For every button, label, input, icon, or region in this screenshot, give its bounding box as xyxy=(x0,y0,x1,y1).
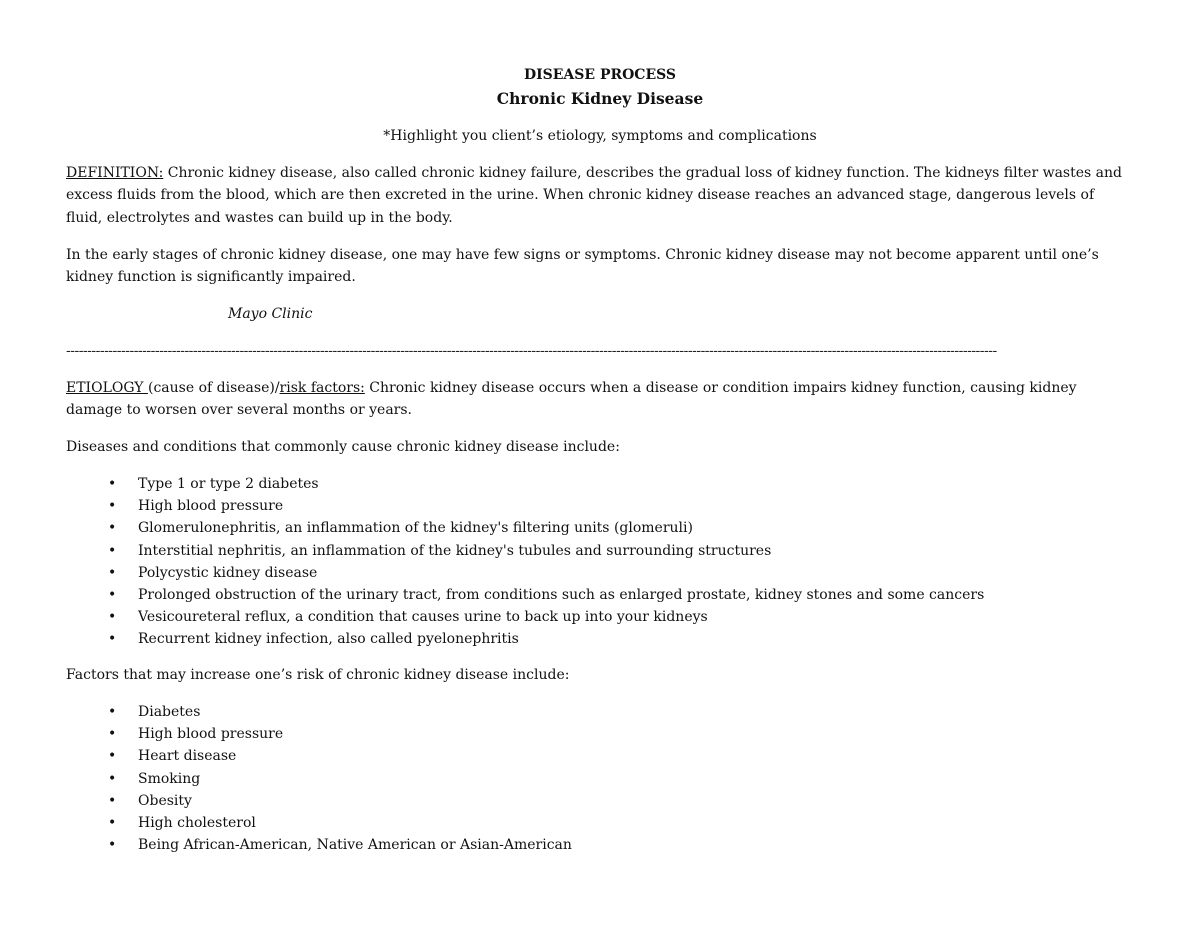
definition-paragraph xyxy=(66,162,1130,229)
list-item: • Interstitial nephritis, an inflammation of the kidney's tubules and surrounding structures xyxy=(106,540,984,562)
list-item: • High blood pressure xyxy=(106,723,572,745)
list-item: • Heart disease xyxy=(106,745,572,767)
highlight-instruction: *Highlight you client’s etiology, symptoms and complications xyxy=(383,128,817,144)
list-item: • Smoking xyxy=(106,768,572,790)
list-item: • Obesity xyxy=(106,790,572,812)
risk-factors-list xyxy=(106,701,572,856)
list-item: • Being African-American, Native American or Asian-American xyxy=(106,834,572,856)
definition-text: Chronic kidney disease, also called chronic kidney failure, describes the gradual loss of kidney function. The kidneys filter wastes and excess fluids from the blood, which are then excreted in the urine. When chronic kidney disease reaches an advanced stage, dangerous levels of fluid, electrolytes and wastes can build up in the body. xyxy=(66,165,1122,226)
etiology-parenthetical: (cause of disease)/ xyxy=(147,380,280,396)
list-item: • High cholesterol xyxy=(106,812,572,834)
etiology-label: ETIOLOGY xyxy=(66,380,148,396)
list-item: • Vesicoureteral reflux, a condition that causes urine to back up into your kidneys xyxy=(106,606,984,628)
causes-intro: Diseases and conditions that commonly cause chronic kidney disease include: xyxy=(66,439,620,455)
list-item: • High blood pressure xyxy=(106,495,984,517)
list-item: • Recurrent kidney infection, also called pyelonephritis xyxy=(106,628,984,650)
list-item: • Glomerulonephritis, an inflammation of the kidney's filtering units (glomeruli) xyxy=(106,517,984,539)
section-divider: ---------------------------------------------------------------------------------------------------------------------------------------------------------------------------------------------------------------------------- xyxy=(66,343,997,359)
list-item: • Type 1 or type 2 diabetes xyxy=(106,473,984,495)
risk-factors-label: risk factors: xyxy=(279,380,365,396)
document-title: DISEASE PROCESS xyxy=(523,67,677,83)
etiology-text: Chronic kidney disease occurs when a disease or condition impairs kidney function, causing kidney damage to worsen over several months or years. xyxy=(66,380,1077,419)
etiology-paragraph xyxy=(66,377,1130,422)
definition-label: DEFINITION: xyxy=(66,165,164,181)
risk-factors-intro: Factors that may increase one’s risk of chronic kidney disease include: xyxy=(66,667,570,683)
list-item: • Diabetes xyxy=(106,701,572,723)
list-item: • Polycystic kidney disease xyxy=(106,562,984,584)
list-item: • Prolonged obstruction of the urinary tract, from conditions such as enlarged prostate, kidney stones and some cancers xyxy=(106,584,984,606)
document-subtitle: Chronic Kidney Disease xyxy=(496,89,704,108)
causes-list xyxy=(106,473,984,651)
early-stages-paragraph: In the early stages of chronic kidney disease, one may have few signs or symptoms. Chronic kidney disease may not become apparent until one’s kidney function is significantly impaired. xyxy=(66,247,1099,286)
source-citation: Mayo Clinic xyxy=(228,306,313,322)
